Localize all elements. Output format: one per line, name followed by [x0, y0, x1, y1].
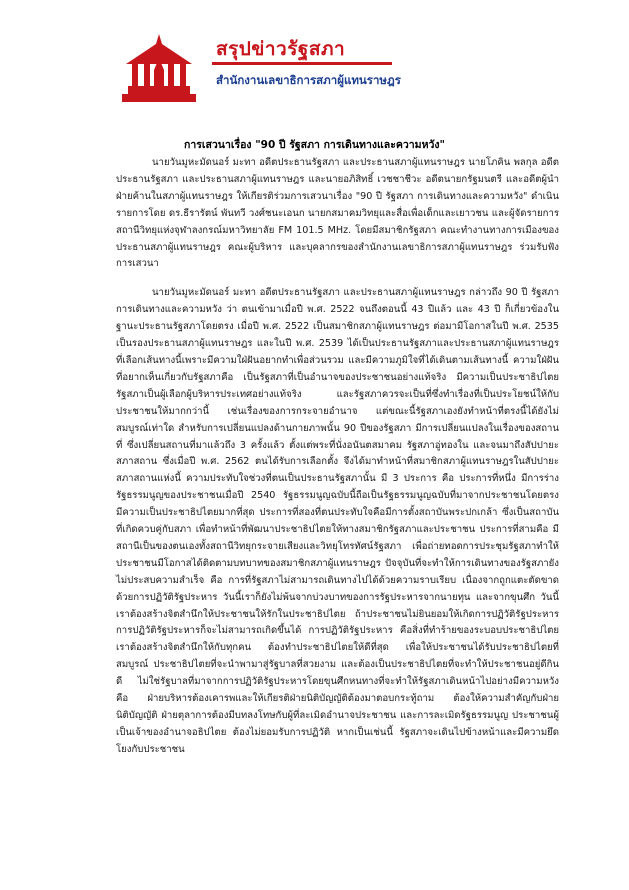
brand-title: สรุปข่าวรัฐสภา	[216, 38, 346, 60]
document-title: การเสวนาเรื่อง "90 ปี รัฐสภา การเดินทางและความหวัง"	[184, 139, 445, 151]
brand-subtitle: สำนักงานเลขาธิการสภาผู้แทนราษฎร	[216, 73, 401, 87]
header	[0, 0, 629, 110]
paragraph-1: นายวันมูหะมัดนอร์ มะทา อดีตประธานรัฐสภา และประธานสภาผู้แทนราษฎร นายโภคิน พลกุล อดีตประธานรัฐสภา และประธานสภาผู้แทนราษฎร และนายอภิสิทธิ์ เวชชาชีวะ อดีตนายกรัฐมนตรี และอดีตผู้นำฝ่ายค้านในสภาผู้แทนราษฎร ให้เกียรติร่วมการเสวนาเรื่อง "90 ปี รัฐสภา การเดินทางและความหวัง" ดำเนินรายการโดย ดร.ธีรารัตน์ พันทวี วงศ์ชนะเอนก นายกสมาคมวิทยุและสื่อเพื่อเด็กและเยาวชน และผู้จัดรายการสถานีวิทยุแห่งจุฬาลงกรณ์มหาวิทยาลัย FM 101.5 MHz. โดยมีสมาชิกรัฐสภา คณะทำงานทางการเมืองของประธานสภาผู้แทนราษฎร คณะผู้บริหาร และบุคลากรของสำนักงานเลขาธิการสภาผู้แทนราษฎร ร่วมรับฟังการเสวนา	[116, 157, 559, 270]
document-body	[116, 155, 559, 771]
parliament-emblem-icon	[118, 34, 200, 110]
brand-divider	[212, 62, 392, 65]
paragraph-2: นายวันมูหะมัดนอร์ มะทา อดีตประธานรัฐสภา และประธานสภาผู้แทนราษฎร กล่าวถึง 90 ปี รัฐสภา การเดินทางและความหวัง ว่า ตนเข้ามาเมื่อปี พ.ศ. 2522 จนถึงตอนนี้ 43 ปีแล้ว และ 43 ปี ก็เกี่ยวข้องในฐานะประธานรัฐสภาโดยตรง เมื่อปี พ.ศ. 2522 เป็นสมาชิกสภาผู้แทนราษฎร ต่อมามีโอกาสในปี พ.ศ. 2535 เป็นรองประธานสภาผู้แทนราษฎร และในปี พ.ศ. 2539 ได้เป็นประธานรัฐสภาและประธานสภาผู้แทนราษฎร ที่เลือกเส้นทางนี้เพราะมีความใฝ่ฝันอยากทำเพื่อส่วนรวม และมีความภูมิใจที่ได้เดินตามเส้นทางนี้ ความใฝ่ฝันที่อยากเห็นเกี่ยวกับรัฐสภาคือ เป็นรัฐสภาที่เป็นอำนาจของประชาชนอย่างแท้จริง มีความเป็นประชาธิปไตย รัฐสภาเป็นผู้เลือกผู้บริหารประเทศอย่างแท้จริง และรัฐสภาควรจะเป็นที่ซึ่งทำเรื่องที่เป็นประโยชน์ให้กับประชาชนให้มากกว่านี้ เช่นเรื่องของการกระจายอำนาจ แต่ขณะนี้รัฐสภาเองยังทำหน้าที่ตรงนี้ได้ยังไม่สมบูรณ์เท่าใด สำหรับการเปลี่ยนแปลงด้านกายภาพนั้น 90 ปีของรัฐสภา มีการเปลี่ยนแปลงในเรื่องของสถานที่ ซึ่งเปลี่ยนสถานที่มาแล้วถึง 3 ครั้งแล้ว ตั้งแต่พระที่นั่งอนันตสมาคม รัฐสภาอู่ทองใน และจนมาถึงสัปปายะสภาสถาน ซึ่งเมื่อปี พ.ศ. 2562 ตนได้รับการเลือกตั้ง จึงได้มาทำหน้าที่สมาชิกสภาผู้แทนราษฎรในสัปปายะสภาสถานแห่งนี้ ความประทับใจช่วงที่ตนเป็นประธานรัฐสภานั้น มี 3 ประการ คือ ประการที่หนึ่ง มีการร่างรัฐธรรมนูญของประชาชนเมื่อปี 2540 รัฐธรรมนูญฉบับนี้ถือเป็นรัฐธรรมนูญฉบับที่มาจากประชาชนโดยตรง มีความเป็นประชาธิปไตยมากที่สุด ประการที่สองที่ตนประทับใจคือมีการตั้งสถาบันพระปกเกล้า ซึ่งเป็นสถาบันที่เกิดควบคู่กับสภา เพื่อทำหน้าที่พัฒนาประชาธิปไตยให้ทางสมาชิกรัฐสภาและประชาชน ประการที่สามคือ มีสถานีเป็นของตนเองทั้งสถานีวิทยุกระจายเสียงและวิทยุโทรทัศน์รัฐสภา เพื่อถ่ายทอดการประชุมรัฐสภาทำให้ประชาชนมีโอกาสได้ติดตามบทบาทของสมาชิกสภาผู้แทนราษฎร ปัจจุบันที่จะทำให้การเดินทางของรัฐสภายังไม่ประสบความสำเร็จ คือ การที่รัฐสภาไม่สามารถเดินทางไปได้ด้วยความราบเรียบ เนื่องจากถูกแตะตัดขาดด้วยการปฏิวัติรัฐประหาร วันนี้เราก็ยังไม่พ้นจากบ่วงบาทของการรัฐประหารจากนายทุน และจากขุนศึก วันนี้เราต้องสร้างจิตสำนึกให้ประชาชนให้รักในประชาธิปไตย ถ้าประชาชนไม่ยินยอมให้เกิดการปฏิวัติรัฐประหาร การปฏิวัติรัฐประหารก็จะไม่สามารถเกิดขึ้นได้ การปฏิวัติรัฐประหาร คือสิ่งที่ทำร้ายของระบอบประชาธิปไตย เราต้องสร้างจิตสำนึกให้กับทุกคน ต้องทำประชาธิปไตยให้ดีที่สุด เพื่อให้ประชาชนได้รับประชาธิปไตยที่สมบูรณ์ ประชาธิปไตยที่จะนำพามาสู่รัฐบาลที่สวยงาม และต้องเป็นประชาธิปไตยที่จะทำให้ประชาชนอยู่ดีกินดี ไม่ใช่รัฐบาลที่มาจากการปฏิวัติรัฐประหารโดยขุนศึกหนทางที่จะทำให้รัฐสภาเดินหน้าไปอย่างมีความหวัง คือ ฝ่ายบริหารต้องเคารพและให้เกียรติฝ่ายนิติบัญญัติต้องมาตอบกระทู้ถาม ต้องให้ความสำคัญกับฝ่ายนิติบัญญัติ ฝ่ายตุลาการต้องมีบทลงโทษกับผู้ที่ละเมิดอำนาจประชาชน และการละเมิดรัฐธรรมนูญ ประชาชนผู้เป็นเจ้าของอำนาจอธิปไตย ต้องไม่ยอมรับการปฏิวัติ หากเป็นเช่นนี้ รัฐสภาจะเดินไปข้างหน้าและมีความยึดโยงกับประชาชน	[116, 287, 559, 755]
